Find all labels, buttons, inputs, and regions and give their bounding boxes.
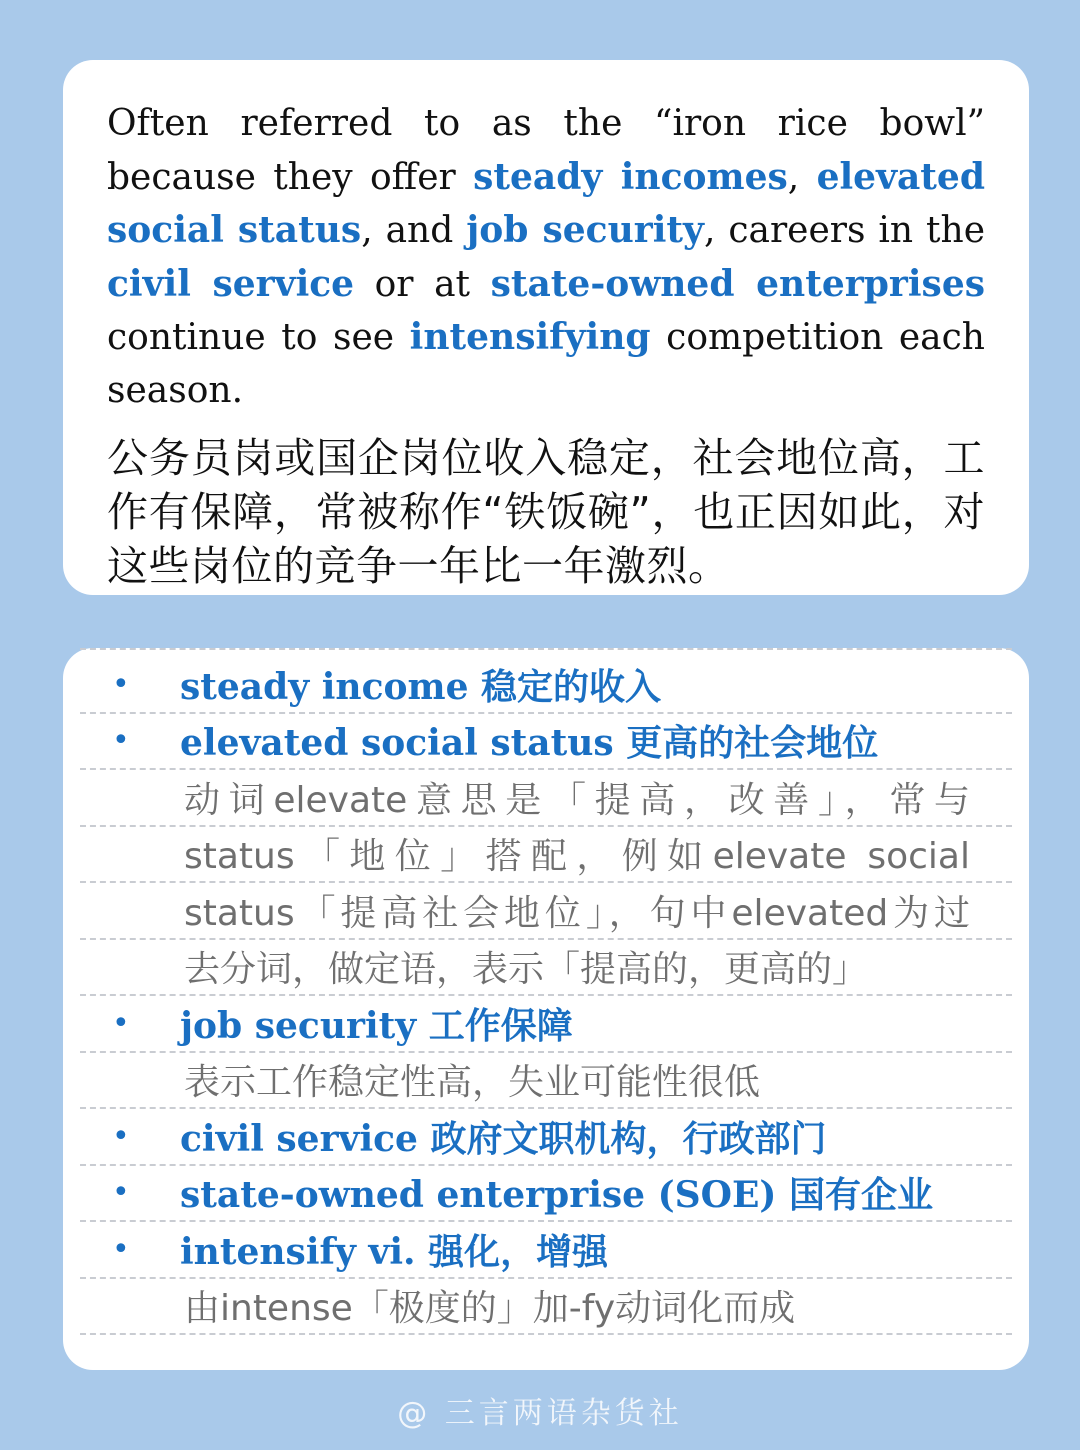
bullet-icon: • xyxy=(112,1231,130,1267)
vocab-term: state-owned enterprise (SOE) 国有企业 xyxy=(180,1174,933,1216)
vocab-term: civil service 政府文职机构，行政部门 xyxy=(180,1117,827,1160)
watermark: @ 三言两语杂货社 xyxy=(397,1396,683,1431)
dashed-rule xyxy=(80,1333,1012,1335)
bullet-icon: • xyxy=(112,1005,130,1041)
chinese-translation: 公务员岗或国企岗位收入稳定，社会地位高，工作有保障，常被称作“铁饭碗”，也正因如此，对这些岗位的竞争一年比一年激烈。 xyxy=(107,434,985,590)
highlighted-term: job security xyxy=(466,209,704,251)
vocab-entry xyxy=(80,995,1012,1051)
passage-text: , and xyxy=(361,210,467,251)
passage-text: or at xyxy=(354,263,491,305)
passage-text: , careers in the xyxy=(703,210,985,251)
bullet-icon: • xyxy=(112,1175,130,1210)
vocab-note-line xyxy=(80,939,1012,995)
vocab-term: steady income 稳定的收入 xyxy=(180,665,662,708)
vocab-term: elevated social status 更高的社会地位 xyxy=(180,722,879,764)
vocab-note-line xyxy=(80,826,1012,882)
vocab-note-line xyxy=(80,882,1012,938)
vocab-note: 由intense「极度的」加-fy动词化而成 xyxy=(184,1288,796,1329)
highlighted-term: intensifying xyxy=(409,316,651,358)
vocab-entry xyxy=(80,1165,1012,1221)
highlighted-term: civil service xyxy=(107,262,355,305)
vocab-note: status「提高社会地位」，句中elevated为过 xyxy=(184,892,970,934)
highlighted-term: state-owned enterprises xyxy=(490,262,985,305)
vocab-term: job security 工作保障 xyxy=(180,1004,573,1047)
bullet-icon: • xyxy=(112,723,130,758)
vocab-entry xyxy=(80,1221,1012,1277)
vocab-note-line xyxy=(80,1278,1012,1334)
vocab-term: intensify vi. 强化，增强 xyxy=(180,1230,609,1273)
vocab-note: 去分词，做定语，表示「提高的，更高的」 xyxy=(184,949,869,990)
english-passage xyxy=(107,98,985,417)
bullet-icon: • xyxy=(112,666,130,702)
passage-text: competition each season. xyxy=(107,317,985,411)
vocab-note-line xyxy=(80,1052,1012,1108)
vocab-entry xyxy=(80,1108,1012,1164)
vocab-note: 动词elevate意思是「提高，改善」，常与 xyxy=(184,779,970,821)
vocab-note-line xyxy=(80,769,1012,825)
vocab-note: status「地位」搭配，例如elevate social xyxy=(184,836,970,877)
vocabulary-list xyxy=(80,648,1012,1370)
bullet-icon: • xyxy=(112,1118,130,1154)
highlighted-term: steady incomes xyxy=(473,155,788,198)
dashed-rule xyxy=(80,648,1012,650)
passage-card xyxy=(63,60,1029,595)
vocab-entry xyxy=(80,656,1012,712)
vocabulary-card xyxy=(63,648,1029,1370)
vocab-entry xyxy=(80,713,1012,769)
passage-text: continue to see xyxy=(107,317,410,358)
passage-text: Often referred to as the “iron rice bowl” because they offer xyxy=(107,103,985,198)
highlighted-term: elevated social status xyxy=(107,155,986,251)
vocab-note: 表示工作稳定性高，失业可能性很低 xyxy=(184,1062,761,1103)
passage-text: , xyxy=(787,156,817,198)
